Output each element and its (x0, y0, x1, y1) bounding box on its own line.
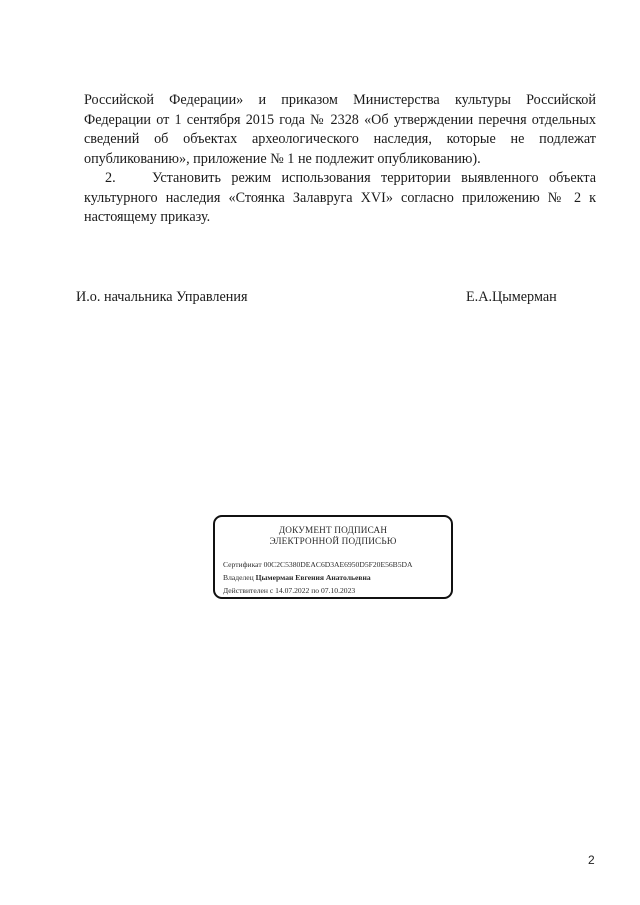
signatory-title: И.о. начальника Управления (76, 289, 248, 305)
stamp-heading (215, 525, 451, 547)
page-number: 2 (588, 853, 595, 867)
paragraph-2 (84, 169, 596, 228)
validity-from: 14.07.2022 (275, 586, 310, 595)
paragraph-1: Российской Федерации» и приказом Министерства культуры Российской Федерации от 1 сентября 2015 года № 2328 «Об утверждении перечня отдельных сведений об объектах археологического наследия, которые не подлежат опубликованию», приложение № 1 не подлежит опубликованию). (84, 92, 596, 167)
owner-value: Цымерман Евгения Анатольевна (255, 573, 371, 582)
validity-to-label: по (311, 586, 320, 595)
stamp-heading-line-1: ДОКУМЕНТ ПОДПИСАН (278, 525, 388, 535)
signatory-name: Е.А.Цымерман (466, 289, 557, 305)
validity-to: 07.10.2023 (321, 586, 356, 595)
validity-label: Действителен с (223, 586, 274, 595)
stamp-owner (223, 573, 371, 583)
stamp-validity (223, 586, 355, 596)
certificate-value: 00C2C5380DEAC6D3AE6950D5F20E56B5DA (263, 560, 413, 569)
document-body (84, 91, 596, 228)
paragraph-2-number: 2. (105, 170, 116, 186)
stamp-certificate (223, 560, 413, 570)
certificate-label: Сертификат (223, 560, 262, 569)
owner-label: Владелец (223, 573, 254, 582)
paragraph-2-text: Установить режим использования территории выявленного объекта культурного наследия «Стоянка Залавруга XVI» согласно приложению № 2 к настоящему приказу. (84, 170, 596, 225)
electronic-signature-stamp (213, 515, 453, 599)
stamp-heading-line-2: ЭЛЕКТРОННОЙ ПОДПИСЬЮ (269, 536, 397, 546)
